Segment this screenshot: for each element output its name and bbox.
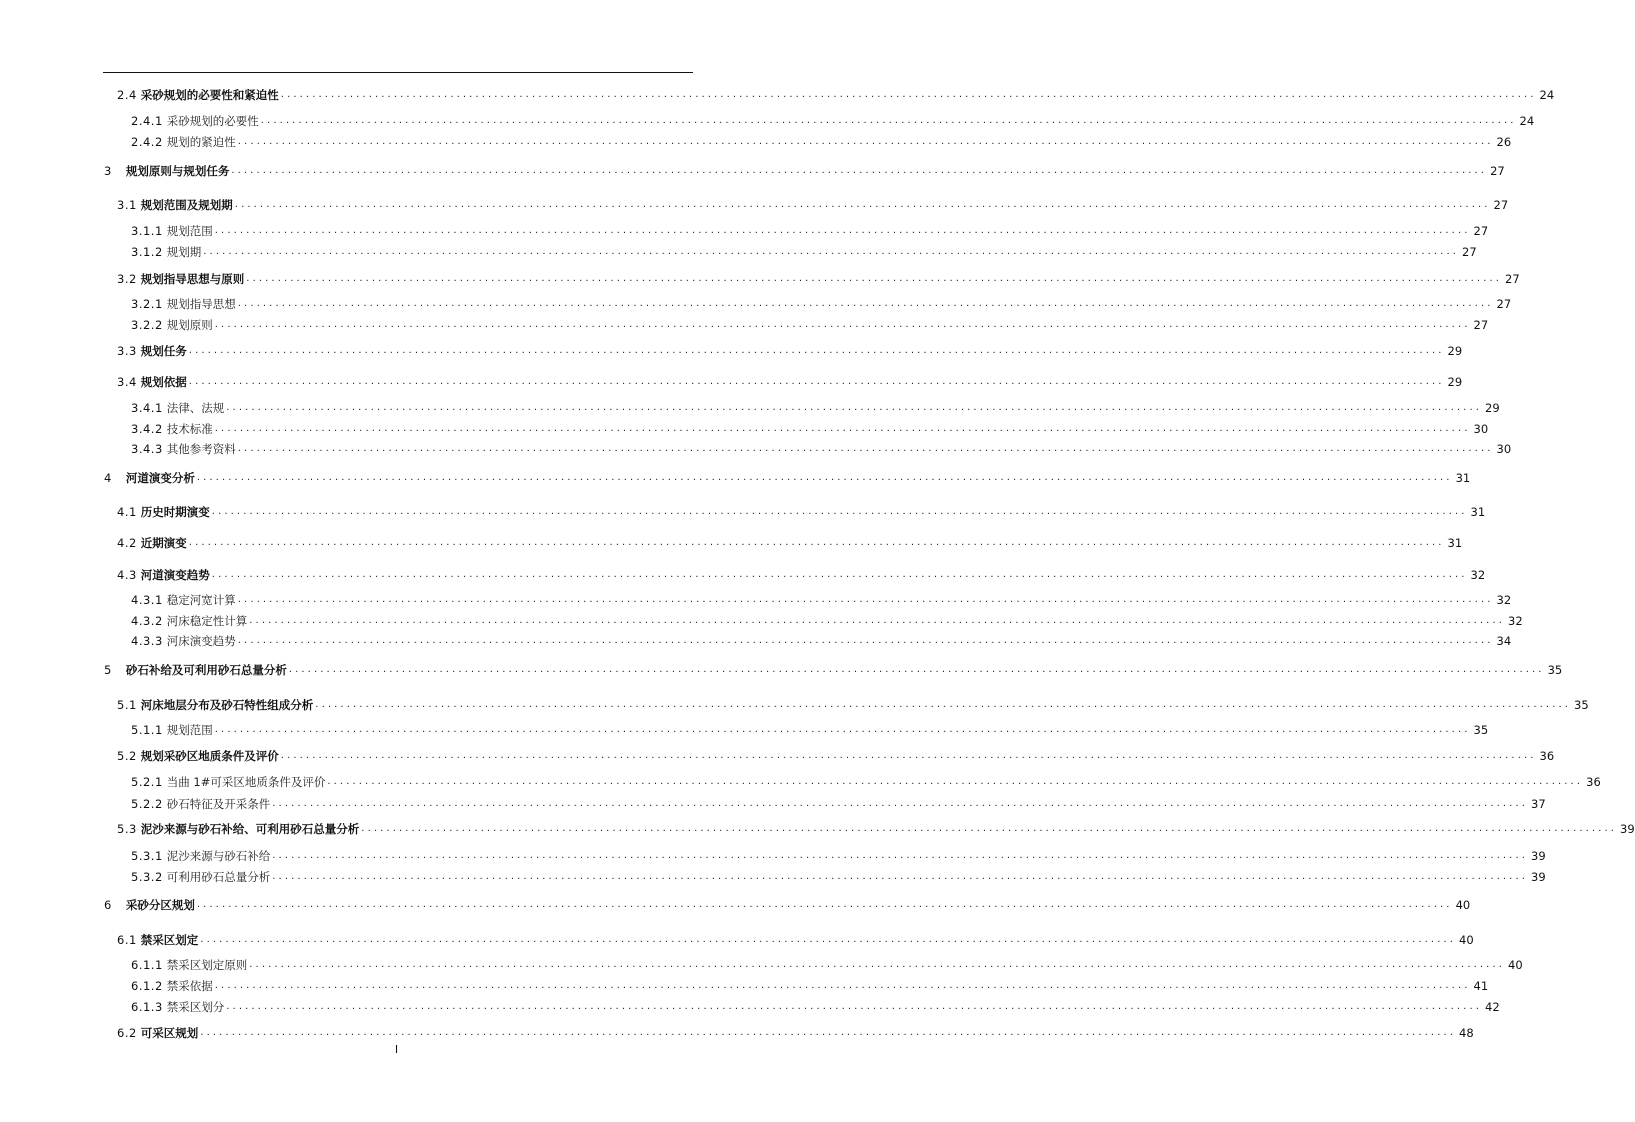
toc-entry[interactable]: [117, 745, 1555, 763]
toc-entry-number: 5.3.1: [131, 849, 163, 863]
toc-dot-leader: ........................................................................................................................................................................................................: [237, 136, 1494, 147]
toc-entry-number: 5.3: [117, 822, 137, 836]
toc-entry-number: 4.3.1: [131, 593, 163, 607]
toc-dot-leader: ........................................................................................................................................................................................................: [211, 506, 1468, 517]
toc-entry-page: 27: [1473, 318, 1489, 332]
toc-entry-number: 5.1.1: [131, 723, 163, 737]
toc-entry-page: 39: [1531, 870, 1546, 884]
toc-entry[interactable]: [131, 719, 1489, 737]
toc-entry-page: 27: [1505, 272, 1520, 286]
toc-dot-leader: ........................................................................................................................................................................................................: [237, 594, 1494, 605]
toc-entry-page: 39: [1620, 822, 1635, 836]
toc-entry[interactable]: [104, 160, 1505, 178]
toc-entry[interactable]: [117, 694, 1589, 712]
toc-dot-leader: ........................................................................................................................................................................................................: [249, 615, 1506, 626]
toc-entry[interactable]: [131, 220, 1489, 238]
toc-entry-title: 当曲 1#可采区地质条件及评价: [166, 775, 326, 789]
toc-entry[interactable]: [131, 996, 1500, 1014]
toc-dot-leader: ........................................................................................................................................................................................................: [237, 635, 1494, 646]
toc-entry-page: 27: [1473, 224, 1489, 238]
toc-entry-number: 5.1: [117, 698, 137, 712]
toc-dot-leader: ........................................................................................................................................................................................................: [237, 298, 1494, 309]
toc-entry-number: 6.1.1: [131, 958, 163, 972]
toc-entry-title: 技术标准: [166, 422, 213, 436]
toc-entry-title: 泥沙来源与砂石补给、可利用砂石总量分析: [140, 822, 360, 836]
toc-dot-leader: ........................................................................................................................................................................................................: [226, 1001, 1483, 1012]
toc-entry-title: 规划原则: [166, 318, 213, 332]
toc-entry-page: 27: [1490, 164, 1505, 178]
toc-entry[interactable]: [131, 438, 1512, 456]
toc-entry-number: 6.1: [117, 933, 137, 947]
toc-entry-number: 3.1: [117, 198, 137, 212]
toc-entry-page: 36: [1586, 775, 1601, 789]
toc-entry-page: 32: [1496, 593, 1512, 607]
toc-entry-title: 砂石补给及可利用砂石总量分析: [125, 663, 287, 677]
toc-entry-number: 3.4.3: [131, 442, 163, 456]
toc-dot-leader: ........................................................................................................................................................................................................: [214, 225, 1471, 236]
toc-entry-title: 禁采区划定: [140, 933, 199, 947]
toc-entry-page: 29: [1485, 401, 1500, 415]
toc-entry[interactable]: [117, 532, 1463, 550]
toc-entry[interactable]: [131, 866, 1546, 884]
toc-entry-page: 35: [1574, 698, 1589, 712]
toc-dot-leader: ........................................................................................................................................................................................................: [196, 472, 1453, 483]
toc-entry[interactable]: [131, 975, 1489, 993]
toc-entry-page: 31: [1455, 471, 1471, 485]
toc-dot-leader: ........................................................................................................................................................................................................: [231, 165, 1488, 176]
toc-entry-page: 27: [1493, 198, 1509, 212]
toc-entry-title: 规划采砂区地质条件及评价: [140, 749, 279, 763]
toc-entry-title: 规划范围: [166, 723, 213, 737]
toc-entry-number: 2.4.1: [131, 114, 163, 128]
toc-entry-page: 41: [1473, 979, 1489, 993]
toc-entry-title: 采砂规划的必要性: [166, 114, 259, 128]
toc-entry-number: 3.4.1: [131, 401, 163, 415]
toc-entry-page: 40: [1459, 933, 1474, 947]
toc-entry-number: 5.2.1: [131, 775, 163, 789]
toc-entry-title: 规划依据: [140, 375, 187, 389]
toc-dot-leader: ........................................................................................................................................................................................................: [234, 199, 1491, 210]
toc-entry-title: 可采区规划: [140, 1026, 199, 1040]
toc-entry[interactable]: [131, 771, 1601, 789]
toc-entry-number: 2.4.2: [131, 135, 163, 149]
toc-entry-page: 40: [1455, 898, 1471, 912]
toc-entry-page: 37: [1531, 797, 1546, 811]
toc-entry-number: 3.2.2: [131, 318, 163, 332]
toc-entry-title: 禁采区划定原则: [166, 958, 248, 972]
toc-entry-number: 3.1.1: [131, 224, 163, 238]
toc-entry-number: 3.2.1: [131, 297, 163, 311]
toc-dot-leader: ........................................................................................................................................................................................................: [288, 664, 1545, 675]
toc-entry-number: 3.4: [117, 375, 137, 389]
toc-dot-leader: ........................................................................................................................................................................................................: [214, 980, 1471, 991]
toc-entry[interactable]: [131, 793, 1546, 811]
toc-entry-title: 规划的紧迫性: [166, 135, 236, 149]
toc-entry-title: 河床地层分布及砂石特性组成分析: [140, 698, 314, 712]
toc-entry-title: 河床演变趋势: [166, 634, 236, 648]
toc-entry-title: 河道演变趋势: [140, 568, 210, 582]
toc-entry[interactable]: [117, 371, 1463, 389]
toc-entry-page: 36: [1539, 749, 1555, 763]
toc-entry-number: 6: [104, 898, 112, 912]
toc-dot-leader: ........................................................................................................................................................................................................: [272, 850, 1529, 861]
toc-entry-title: 禁采区划分: [166, 1000, 225, 1014]
toc-entry-number: 6.2: [117, 1026, 137, 1040]
toc-dot-leader: ........................................................................................................................................................................................................: [196, 899, 1453, 910]
toc-entry[interactable]: [131, 131, 1512, 149]
toc-dot-leader: ........................................................................................................................................................................................................: [188, 376, 1445, 387]
toc-entry-page: 42: [1485, 1000, 1500, 1014]
toc-entry-title: 近期演变: [140, 536, 187, 550]
toc-entry[interactable]: [131, 314, 1489, 332]
toc-entry[interactable]: [104, 894, 1471, 912]
toc-entry-number: 4.3: [117, 568, 137, 582]
toc-entry[interactable]: [117, 194, 1509, 212]
toc-entry[interactable]: [117, 564, 1486, 582]
toc-entry-number: 4.3.2: [131, 614, 163, 628]
toc-dot-leader: ........................................................................................................................................................................................................: [214, 724, 1471, 735]
toc-entry-number: 4.3.3: [131, 634, 163, 648]
toc-entry[interactable]: [131, 589, 1512, 607]
toc-entry[interactable]: [131, 610, 1523, 628]
toc-entry-page: 40: [1508, 958, 1523, 972]
toc-entry-title: 规划原则与规划任务: [125, 164, 230, 178]
toc-entry[interactable]: [131, 418, 1489, 436]
toc-entry-title: 稳定河宽计算: [166, 593, 236, 607]
toc-dot-leader: ........................................................................................................................................................................................................: [200, 934, 1457, 945]
toc-entry[interactable]: [104, 467, 1471, 485]
toc-entry-number: 4.1: [117, 505, 137, 519]
toc-entry[interactable]: [131, 845, 1546, 863]
toc-entry[interactable]: [117, 501, 1486, 519]
toc-dot-leader: ........................................................................................................................................................................................................: [203, 246, 1460, 257]
toc-entry-page: 32: [1470, 568, 1486, 582]
toc-entry-page: 34: [1496, 634, 1512, 648]
toc-entry-number: 6.1.3: [131, 1000, 163, 1014]
toc-entry[interactable]: [131, 954, 1523, 972]
toc-entry-number: 5: [104, 663, 112, 677]
toc-entry-number: 5.3.2: [131, 870, 163, 884]
toc-entry-page: 24: [1539, 88, 1555, 102]
toc-entry-title: 可利用砂石总量分析: [166, 870, 271, 884]
toc-entry-number: 3.4.2: [131, 422, 163, 436]
toc-entry-title: 其他参考资料: [166, 442, 236, 456]
toc-entry-title: 河道演变分析: [125, 471, 195, 485]
toc-entry[interactable]: [131, 241, 1477, 259]
toc-entry-page: 29: [1447, 375, 1463, 389]
toc-dot-leader: ........................................................................................................................................................................................................: [315, 699, 1572, 710]
toc-dot-leader: ........................................................................................................................................................................................................: [327, 776, 1584, 787]
toc-entry-page: 24: [1519, 114, 1535, 128]
toc-entry-number: 3.1.2: [131, 245, 163, 259]
toc-dot-leader: ........................................................................................................................................................................................................: [280, 750, 1537, 761]
toc-dot-leader: ........................................................................................................................................................................................................: [260, 115, 1517, 126]
toc-entry-page: 30: [1496, 442, 1512, 456]
toc-entry-title: 采砂分区规划: [125, 898, 195, 912]
toc-entry[interactable]: [117, 818, 1635, 836]
toc-entry[interactable]: [104, 659, 1563, 677]
toc-entry-number: 5.2.2: [131, 797, 163, 811]
toc-entry-page: 39: [1531, 849, 1546, 863]
toc-dot-leader: ........................................................................................................................................................................................................: [280, 89, 1537, 100]
toc-entry[interactable]: [117, 268, 1520, 286]
toc-entry[interactable]: [131, 630, 1512, 648]
toc-entry-page: 32: [1508, 614, 1523, 628]
toc-entry-title: 法律、法规: [166, 401, 225, 415]
toc-entry[interactable]: [131, 397, 1500, 415]
toc-dot-leader: ........................................................................................................................................................................................................: [214, 319, 1471, 330]
toc-dot-leader: ........................................................................................................................................................................................................: [211, 569, 1468, 580]
toc-entry-number: 3.2: [117, 272, 137, 286]
toc-dot-leader: ........................................................................................................................................................................................................: [249, 959, 1506, 970]
toc-entry[interactable]: [131, 293, 1512, 311]
toc-entry[interactable]: [117, 340, 1463, 358]
toc-entry-title: 采砂规划的必要性和紧迫性: [140, 88, 279, 102]
toc-dot-leader: ........................................................................................................................................................................................................: [226, 402, 1483, 413]
toc-entry-number: 4: [104, 471, 112, 485]
toc-entry-title: 规划范围: [166, 224, 213, 238]
toc-entry[interactable]: [117, 929, 1474, 947]
page-number: I: [394, 1043, 399, 1056]
toc-dot-leader: ........................................................................................................................................................................................................: [200, 1027, 1457, 1038]
toc-entry[interactable]: [117, 84, 1555, 102]
toc-entry-title: 规划任务: [140, 344, 187, 358]
toc-dot-leader: ........................................................................................................................................................................................................: [214, 423, 1471, 434]
toc-entry-number: 4.2: [117, 536, 137, 550]
toc-entry[interactable]: [131, 110, 1535, 128]
toc-entry-number: 5.2: [117, 749, 137, 763]
toc-entry-page: 27: [1496, 297, 1512, 311]
toc-entry-page: 30: [1473, 422, 1489, 436]
toc-entry-page: 29: [1447, 344, 1463, 358]
toc-entry-title: 泥沙来源与砂石补给: [166, 849, 271, 863]
toc-entry-page: 35: [1547, 663, 1563, 677]
toc-entry-number: 6.1.2: [131, 979, 163, 993]
toc-entry-title: 历史时期演变: [140, 505, 210, 519]
toc-dot-leader: ........................................................................................................................................................................................................: [361, 823, 1618, 834]
toc-entry-title: 禁采依据: [166, 979, 213, 993]
toc-entry-page: 31: [1470, 505, 1486, 519]
toc-entry-page: 48: [1459, 1026, 1474, 1040]
toc-dot-leader: ........................................................................................................................................................................................................: [188, 345, 1445, 356]
toc-entry-title: 河床稳定性计算: [166, 614, 248, 628]
toc-entry-page: 27: [1462, 245, 1477, 259]
toc-entry-page: 31: [1447, 536, 1463, 550]
toc-dot-leader: ........................................................................................................................................................................................................: [188, 537, 1445, 548]
toc-dot-leader: ........................................................................................................................................................................................................: [272, 871, 1529, 882]
toc-entry-title: 规划指导思想与原则: [140, 272, 245, 286]
toc-entry-title: 规划范围及规划期: [140, 198, 233, 212]
toc-dot-leader: ........................................................................................................................................................................................................: [237, 443, 1494, 454]
toc-entry-title: 规划期: [166, 245, 202, 259]
toc-entry-page: 35: [1473, 723, 1489, 737]
toc-entry[interactable]: [117, 1022, 1474, 1040]
toc-entry-page: 26: [1496, 135, 1512, 149]
toc-entry-title: 规划指导思想: [166, 297, 236, 311]
toc-entry-number: 3.3: [117, 344, 137, 358]
toc-entry-title: 砂石特征及开采条件: [166, 797, 271, 811]
toc-dot-leader: ........................................................................................................................................................................................................: [246, 273, 1503, 284]
toc-entry-number: 3: [104, 164, 112, 178]
toc-dot-leader: ........................................................................................................................................................................................................: [272, 798, 1529, 809]
toc-entry-number: 2.4: [117, 88, 137, 102]
